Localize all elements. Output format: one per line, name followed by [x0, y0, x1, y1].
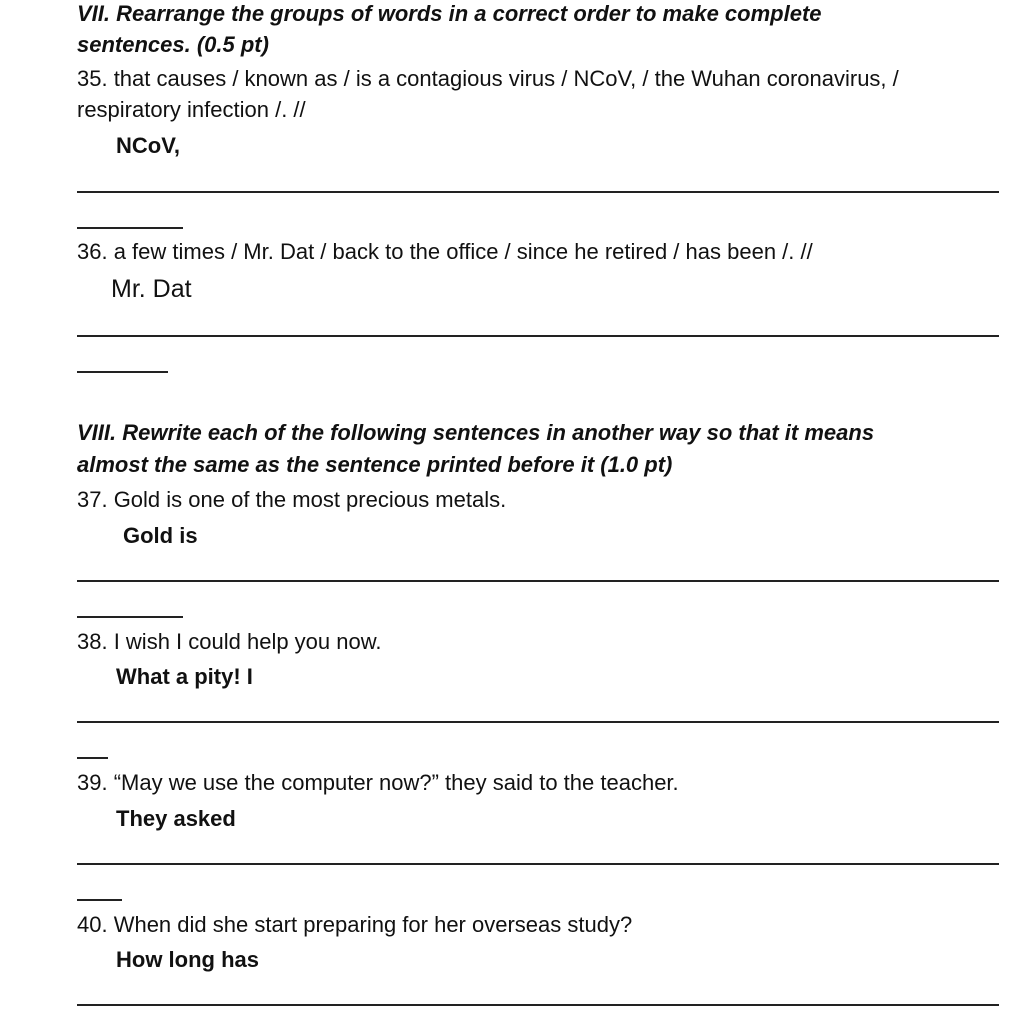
question-38-answer-prompt: What a pity! I	[116, 664, 253, 689]
question-36-answer-line[interactable]	[77, 335, 999, 337]
question-40-answer-prompt: How long has	[116, 947, 259, 972]
question-36-answer-prompt: Mr. Dat	[111, 275, 192, 303]
question-37-answer-line[interactable]	[77, 580, 999, 582]
question-37-answer-prompt: Gold is	[123, 523, 198, 548]
question-40-answer-line[interactable]	[77, 1004, 999, 1006]
question-35-line-2: respiratory infection /. //	[77, 97, 306, 122]
section-7-heading-line-2: sentences. (0.5 pt)	[77, 32, 269, 57]
question-39-text: 39. “May we use the computer now?” they said to the teacher.	[77, 770, 679, 795]
section-8-heading-line-2: almost the same as the sentence printed before it (1.0 pt)	[77, 452, 673, 477]
question-35-answer-line-end[interactable]	[77, 227, 183, 229]
question-38-answer-line[interactable]	[77, 721, 999, 723]
question-36-answer-line-end[interactable]	[77, 371, 168, 373]
question-40-text: 40. When did she start preparing for her overseas study?	[77, 912, 633, 937]
question-35-line-1: 35. that causes / known as / is a contagious virus / NCoV, / the Wuhan coronavirus, /	[77, 66, 899, 91]
question-39-answer-line[interactable]	[77, 863, 999, 865]
question-38-answer-line-end[interactable]	[77, 757, 108, 759]
question-38-text: 38. I wish I could help you now.	[77, 629, 382, 654]
question-35-answer-prompt: NCoV,	[116, 133, 180, 158]
question-37-answer-line-end[interactable]	[77, 616, 183, 618]
question-37-text: 37. Gold is one of the most precious metals.	[77, 487, 507, 512]
question-36-text: 36. a few times / Mr. Dat / back to the office / since he retired / has been /. //	[77, 239, 813, 264]
question-39-answer-prompt: They asked	[116, 806, 236, 831]
section-8-heading-line-1: VIII. Rewrite each of the following sentences in another way so that it means	[77, 420, 875, 445]
section-7-heading-line-1: VII. Rearrange the groups of words in a correct order to make complete	[77, 1, 822, 26]
question-35-answer-line[interactable]	[77, 191, 999, 193]
question-39-answer-line-end[interactable]	[77, 899, 122, 901]
